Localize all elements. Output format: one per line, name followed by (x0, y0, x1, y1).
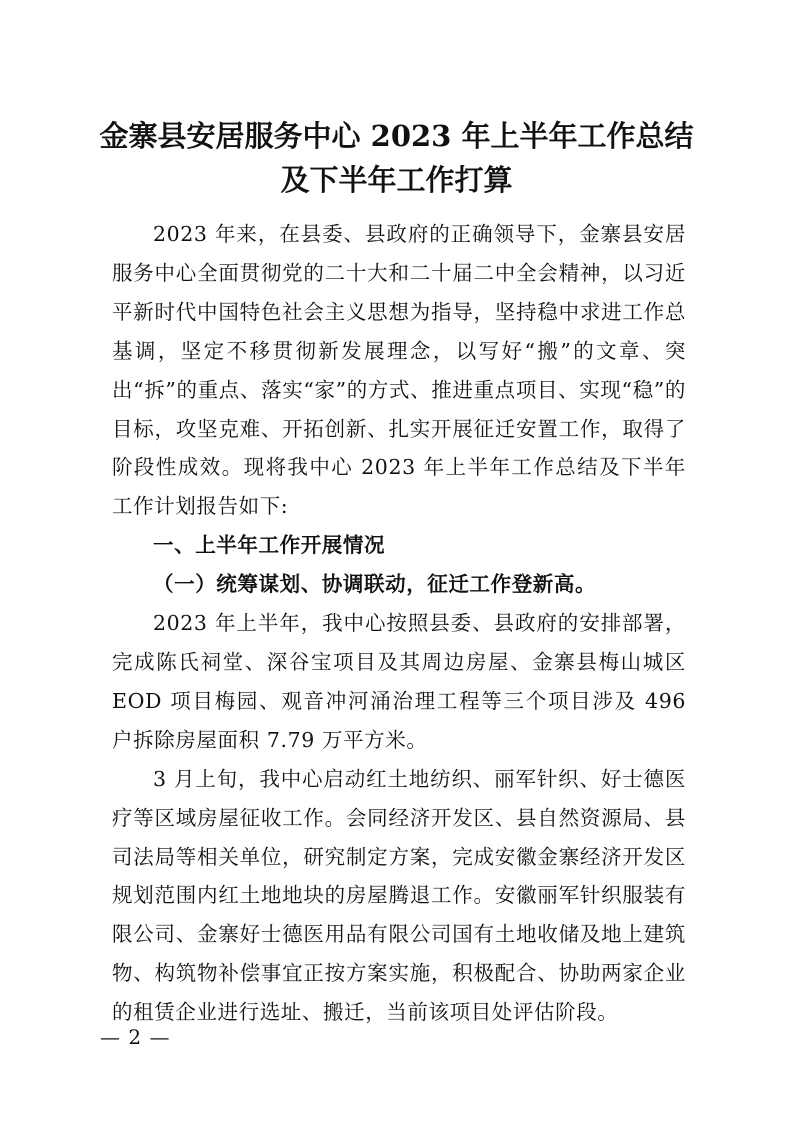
page-number: — 2 — (100, 1025, 171, 1049)
subsection-heading: （一）统筹谋划、协调联动，征迁工作登新高。 (153, 572, 597, 597)
section-heading: 一、上半年工作开展情况 (153, 533, 386, 558)
body-paragraph-march: 3 月上旬，我中心启动红土地纺织、丽军针织、好士德医疗等区域房屋征收工作。会同经济开发区、县自然资源局、县司法局等相关单位，研究制定方案，完成安徽金寨经济开发区规划范围内红土地地块的房屋腾退工作。安徽丽军针织服装有限公司、金寨好士德医用品有限公司国有土地收储及地上建筑物、构筑物补偿事宜正按方案实施，积极配合、协助两家企业的租赁企业进行选址、搬迁，当前该项目处评估阶段。 (112, 766, 686, 1025)
body-paragraph-demolition: 2023 年上半年，我中心按照县委、县政府的安排部署，完成陈氏祠堂、深谷宝项目及其周边房屋、金寨县梅山城区 EOD 项目梅园、观音冲河涌治理工程等三个项目涉及 496 户拆除房屋面积 7.79 万平方米。 (112, 611, 686, 752)
intro-paragraph: 2023 年来，在县委、县政府的正确领导下，金寨县安居服务中心全面贯彻党的二十大和二十届二中全会精神，以习近平新时代中国特色社会主义思想为指导，坚持稳中求进工作总基调，坚定不移贯彻新发展理念，以写好“搬”的文章、突出“拆”的重点、落实“家”的方式、推进重点项目、实现“稳”的目标，攻坚克难、开拓创新、扎实开展征迁安置工作，取得了阶段性成效。现将我中心 2023 年上半年工作总结及下半年工作计划报告如下: (112, 222, 686, 519)
document-title-line-2: 及下半年工作打算 (280, 163, 513, 197)
document-title-line-1: 金寨县安居服务中心 2023 年上半年工作总结 (99, 119, 694, 153)
document-body (112, 215, 686, 1032)
